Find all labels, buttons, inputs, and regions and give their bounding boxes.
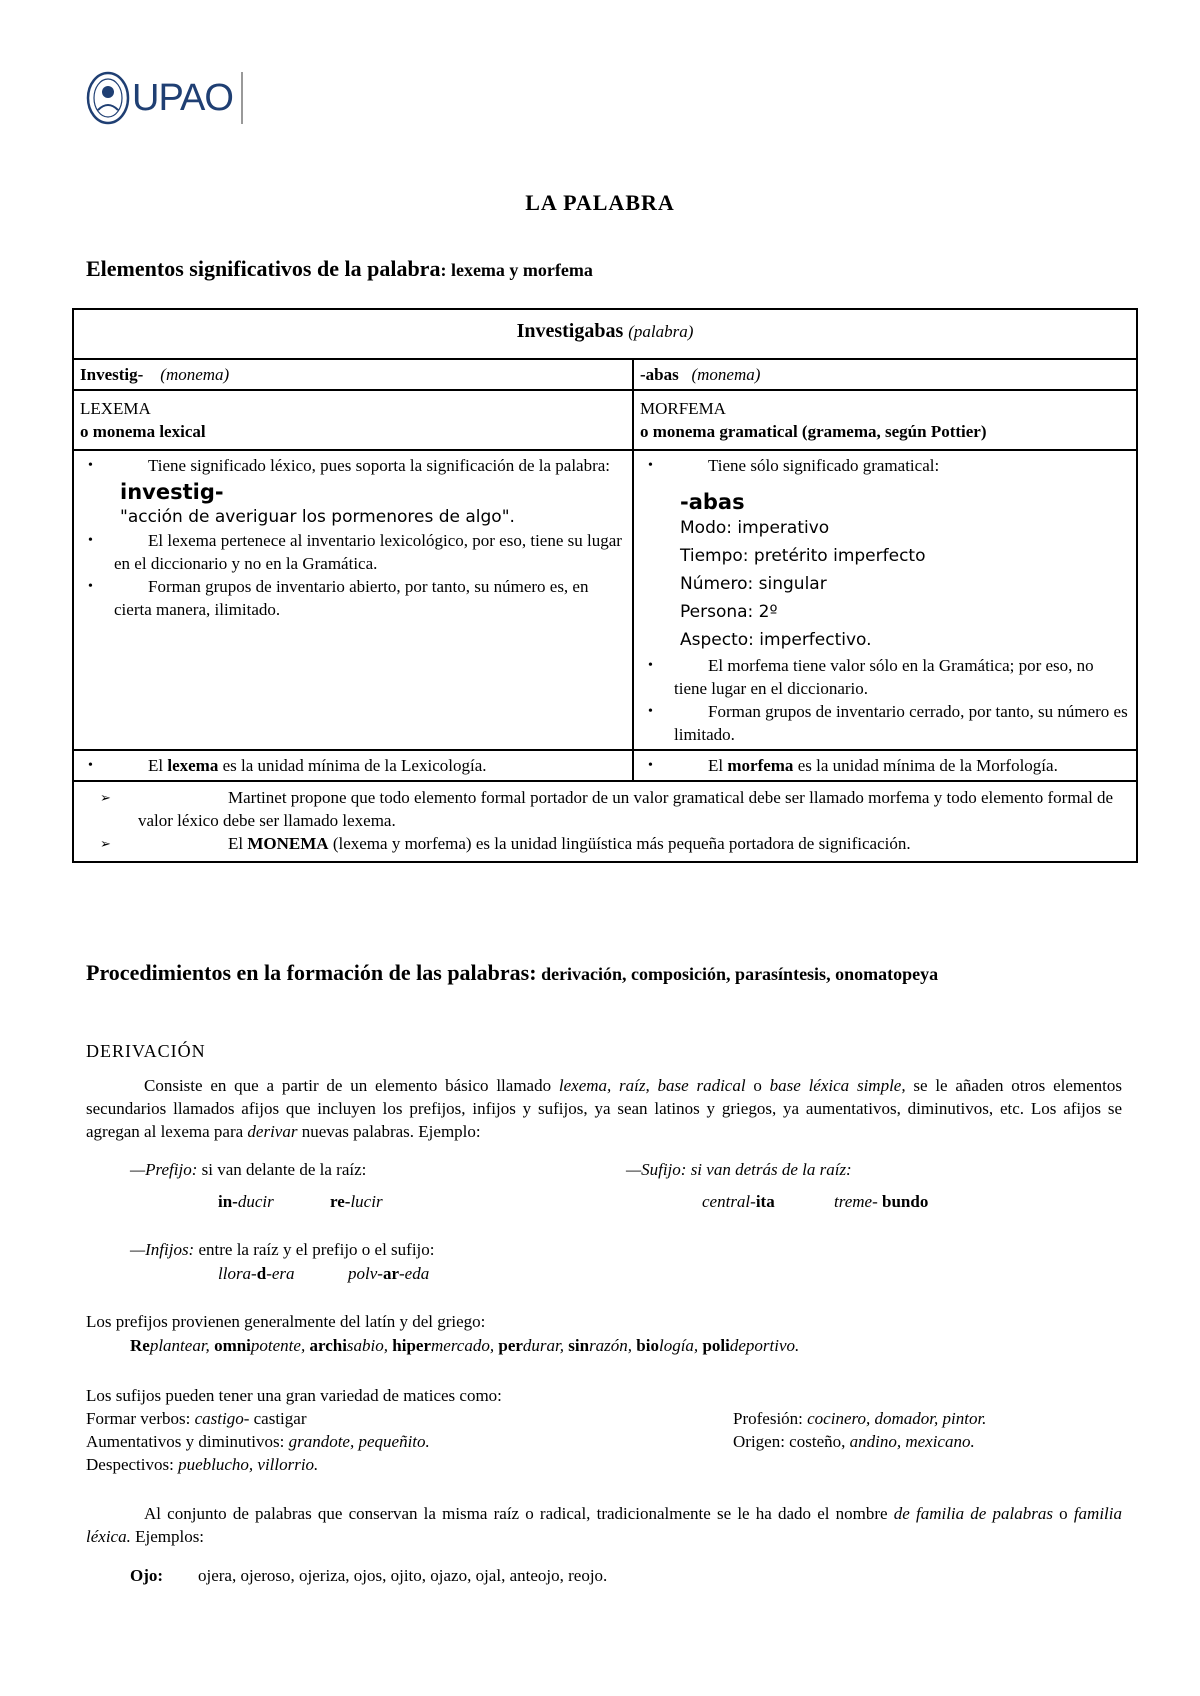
list-item: • El lexema pertenece al inventario lexicológico, por eso, tiene su lugar en el diccionario y no en la Gramática. xyxy=(114,529,626,575)
page-title: LA PALABRA xyxy=(525,190,675,215)
familia-paragraph: Al conjunto de palabras que conservan la misma raíz o radical, tradicionalmente se le ha dado el nombre de familia de palabras o familia léxica. Ejemplos: xyxy=(86,1504,1122,1546)
morfema-unit-cell: • El morfema es la unidad mínima de la Morfología. xyxy=(633,750,1137,781)
morfema-features xyxy=(640,514,1130,654)
sufijo-despectivos: Despectivos: pueblucho, villorrio. xyxy=(86,1455,319,1474)
lexema-unit-cell: • El lexema es la unidad mínima de la Lexicología. xyxy=(73,750,633,781)
sufijo-aumentativos: Aumentativos y diminutivos: grandote, pequeñito. xyxy=(86,1432,430,1451)
prefijos-intro: Los prefijos provienen generalmente del latín y del griego: xyxy=(86,1312,486,1331)
list-item: • Forman grupos de inventario abierto, por tanto, su número es, en cierta manera, ilimitado. xyxy=(114,575,626,621)
section-heading-elementos: Elementos significativos de la palabra: lexema y morfema xyxy=(86,256,593,281)
lexema-example-definition: "acción de averiguar los pormenores de algo". xyxy=(120,507,515,527)
morfema-detail-cell xyxy=(633,450,1137,750)
lexema-detail-cell xyxy=(73,450,633,750)
feature-line: Tiempo: pretérito imperfecto xyxy=(680,546,926,566)
prefijo-example-2: re-lucir xyxy=(330,1192,383,1211)
prefijos-list: Replantear, omnipotente, archisabio, hipermercado, perdurar, sinrazón, biología, polideportivo. xyxy=(130,1336,800,1355)
derivacion-paragraph: Consiste en que a partir de un elemento básico llamado lexema, raíz, base radical o base léxica simple, se le añaden otros elementos secundarios llamados afijos que incluyen los prefijos, infijos y sufijos, ya sean latinos y griegos, ya aumentativos, diminutivos, etc. Los afijos se agregan al lexema para derivar nuevas palabras. Ejemplo: xyxy=(86,1076,1122,1141)
morfema-monema-cell: -abas (monema) xyxy=(633,359,1137,390)
sufijo-verbos: Formar verbos: castigo- castigar xyxy=(86,1409,307,1428)
note-monema: ➢ El MONEMA (lexema y morfema) es la unidad lingüística más pequeña portadora de significación. xyxy=(138,832,1130,855)
sufijo-example-1: central-ita xyxy=(702,1192,775,1211)
morfema-example: -abas xyxy=(680,490,745,514)
infijo-example-1: llora-d-era xyxy=(218,1264,295,1283)
palabra-table xyxy=(72,308,1138,863)
sufijo-example-2: treme- bundo xyxy=(834,1192,929,1211)
upao-logo xyxy=(86,70,243,126)
lexema-monema-cell: Investig- (monema) xyxy=(73,359,633,390)
section-heading-procedimientos: Procedimientos en la formación de las palabras: derivación, composición, parasíntesis, onomatopeya xyxy=(86,960,939,985)
list-item: • Forman grupos de inventario cerrado, por tanto, su número es limitado. xyxy=(674,700,1130,746)
lexema-example: investig- xyxy=(120,480,224,504)
sufijo-label: —Sufijo: si van detrás de la raíz: xyxy=(626,1160,852,1179)
feature-line: Aspecto: imperfectivo. xyxy=(680,630,872,650)
infijo-example-2: polv-ar-eda xyxy=(348,1264,430,1283)
morfema-header-cell: MORFEMA o monema gramatical (gramema, según Pottier) xyxy=(633,390,1137,450)
derivacion-heading: DERIVACIÓN xyxy=(86,1041,206,1061)
infijo-label: —Infijos: entre la raíz y el prefijo o el sufijo: xyxy=(130,1240,435,1259)
logo-divider xyxy=(241,72,243,124)
notes-cell xyxy=(73,781,1137,862)
logo-text: UPAO xyxy=(132,77,233,119)
university-seal-icon xyxy=(86,70,130,126)
lexema-header-cell: LEXEMA o monema lexical xyxy=(73,390,633,450)
note-martinet: ➢ Martinet propone que todo elemento formal portador de un valor gramatical debe ser llamado morfema y todo elemento formal de valor léxico debe ser llamado lexema. xyxy=(138,786,1130,832)
sufijo-profesion: Profesión: cocinero, domador, pintor. xyxy=(733,1409,987,1428)
list-item: • Tiene significado léxico, pues soporta la significación de la palabra: xyxy=(114,454,626,477)
list-item: • Tiene sólo significado gramatical: xyxy=(674,454,1130,477)
sufijos-intro: Los sufijos pueden tener una gran variedad de matices como: xyxy=(86,1386,502,1405)
sufijo-origen: Origen: costeño, andino, mexicano. xyxy=(733,1432,975,1451)
word-cell: Investigabas (palabra) xyxy=(73,309,1137,359)
prefijo-example-1: in-ducir xyxy=(218,1192,274,1211)
list-item: • El morfema tiene valor sólo en la Gramática; por eso, no tiene lugar en el diccionario. xyxy=(674,654,1130,700)
feature-line: Modo: imperativo xyxy=(680,518,830,538)
ojo-label: Ojo: xyxy=(130,1566,164,1585)
feature-line: Persona: 2º xyxy=(680,602,778,622)
ojo-list: ojera, ojeroso, ojeriza, ojos, ojito, ojazo, ojal, anteojo, reojo. xyxy=(198,1566,608,1585)
feature-line: Número: singular xyxy=(680,574,827,594)
prefijo-label: —Prefijo: si van delante de la raíz: xyxy=(130,1160,367,1179)
